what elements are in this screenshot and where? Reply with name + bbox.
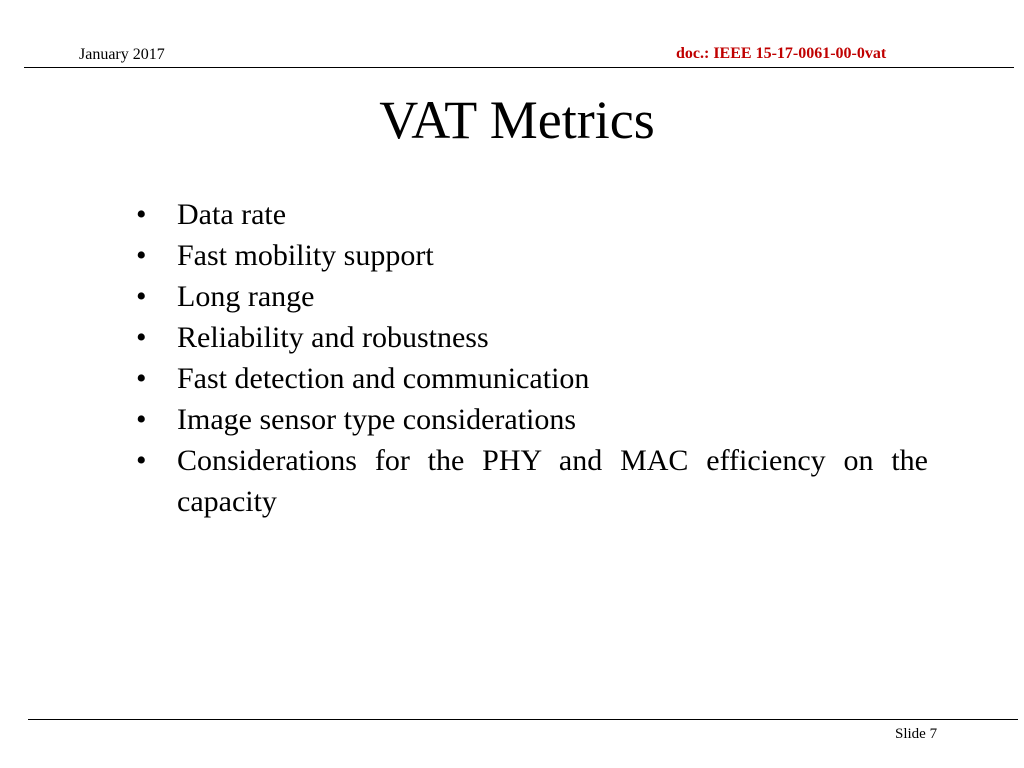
bullet-item-fast-detection — [136, 358, 928, 399]
bullet-text: Image sensor type considerations — [177, 403, 577, 436]
bullet-icon: • — [136, 239, 147, 272]
bullet-item-reliability — [136, 317, 928, 358]
bullet-text: Data rate — [177, 198, 287, 231]
bullet-text: Fast detection and communication — [177, 362, 590, 395]
bullet-item-image-sensor — [136, 399, 928, 440]
bullet-icon: • — [136, 444, 147, 477]
document-id: doc.: IEEE 15-17-0061-00-0vat — [676, 45, 887, 62]
bullet-text: Long range — [177, 280, 315, 313]
bullet-icon: • — [136, 280, 147, 313]
header-divider — [24, 67, 1014, 68]
bullet-text: Considerations for the PHY and MAC efficiency on the capacity — [177, 444, 928, 518]
bullet-icon: • — [136, 362, 147, 395]
bullet-icon: • — [136, 321, 147, 354]
bullet-list — [136, 194, 928, 522]
bullet-item-phy-mac — [136, 440, 928, 522]
slide-number: Slide 7 — [895, 726, 938, 742]
bullet-item-fast-mobility — [136, 235, 928, 276]
header-date: January 2017 — [79, 46, 165, 63]
bullet-icon: • — [136, 198, 147, 231]
footer-divider — [28, 719, 1018, 720]
bullet-item-long-range — [136, 276, 928, 317]
bullet-text: Fast mobility support — [177, 239, 434, 272]
bullet-text: Reliability and robustness — [177, 321, 489, 354]
bullet-item-data-rate — [136, 194, 928, 235]
slide-title: VAT Metrics — [379, 90, 655, 150]
bullet-icon: • — [136, 403, 147, 436]
